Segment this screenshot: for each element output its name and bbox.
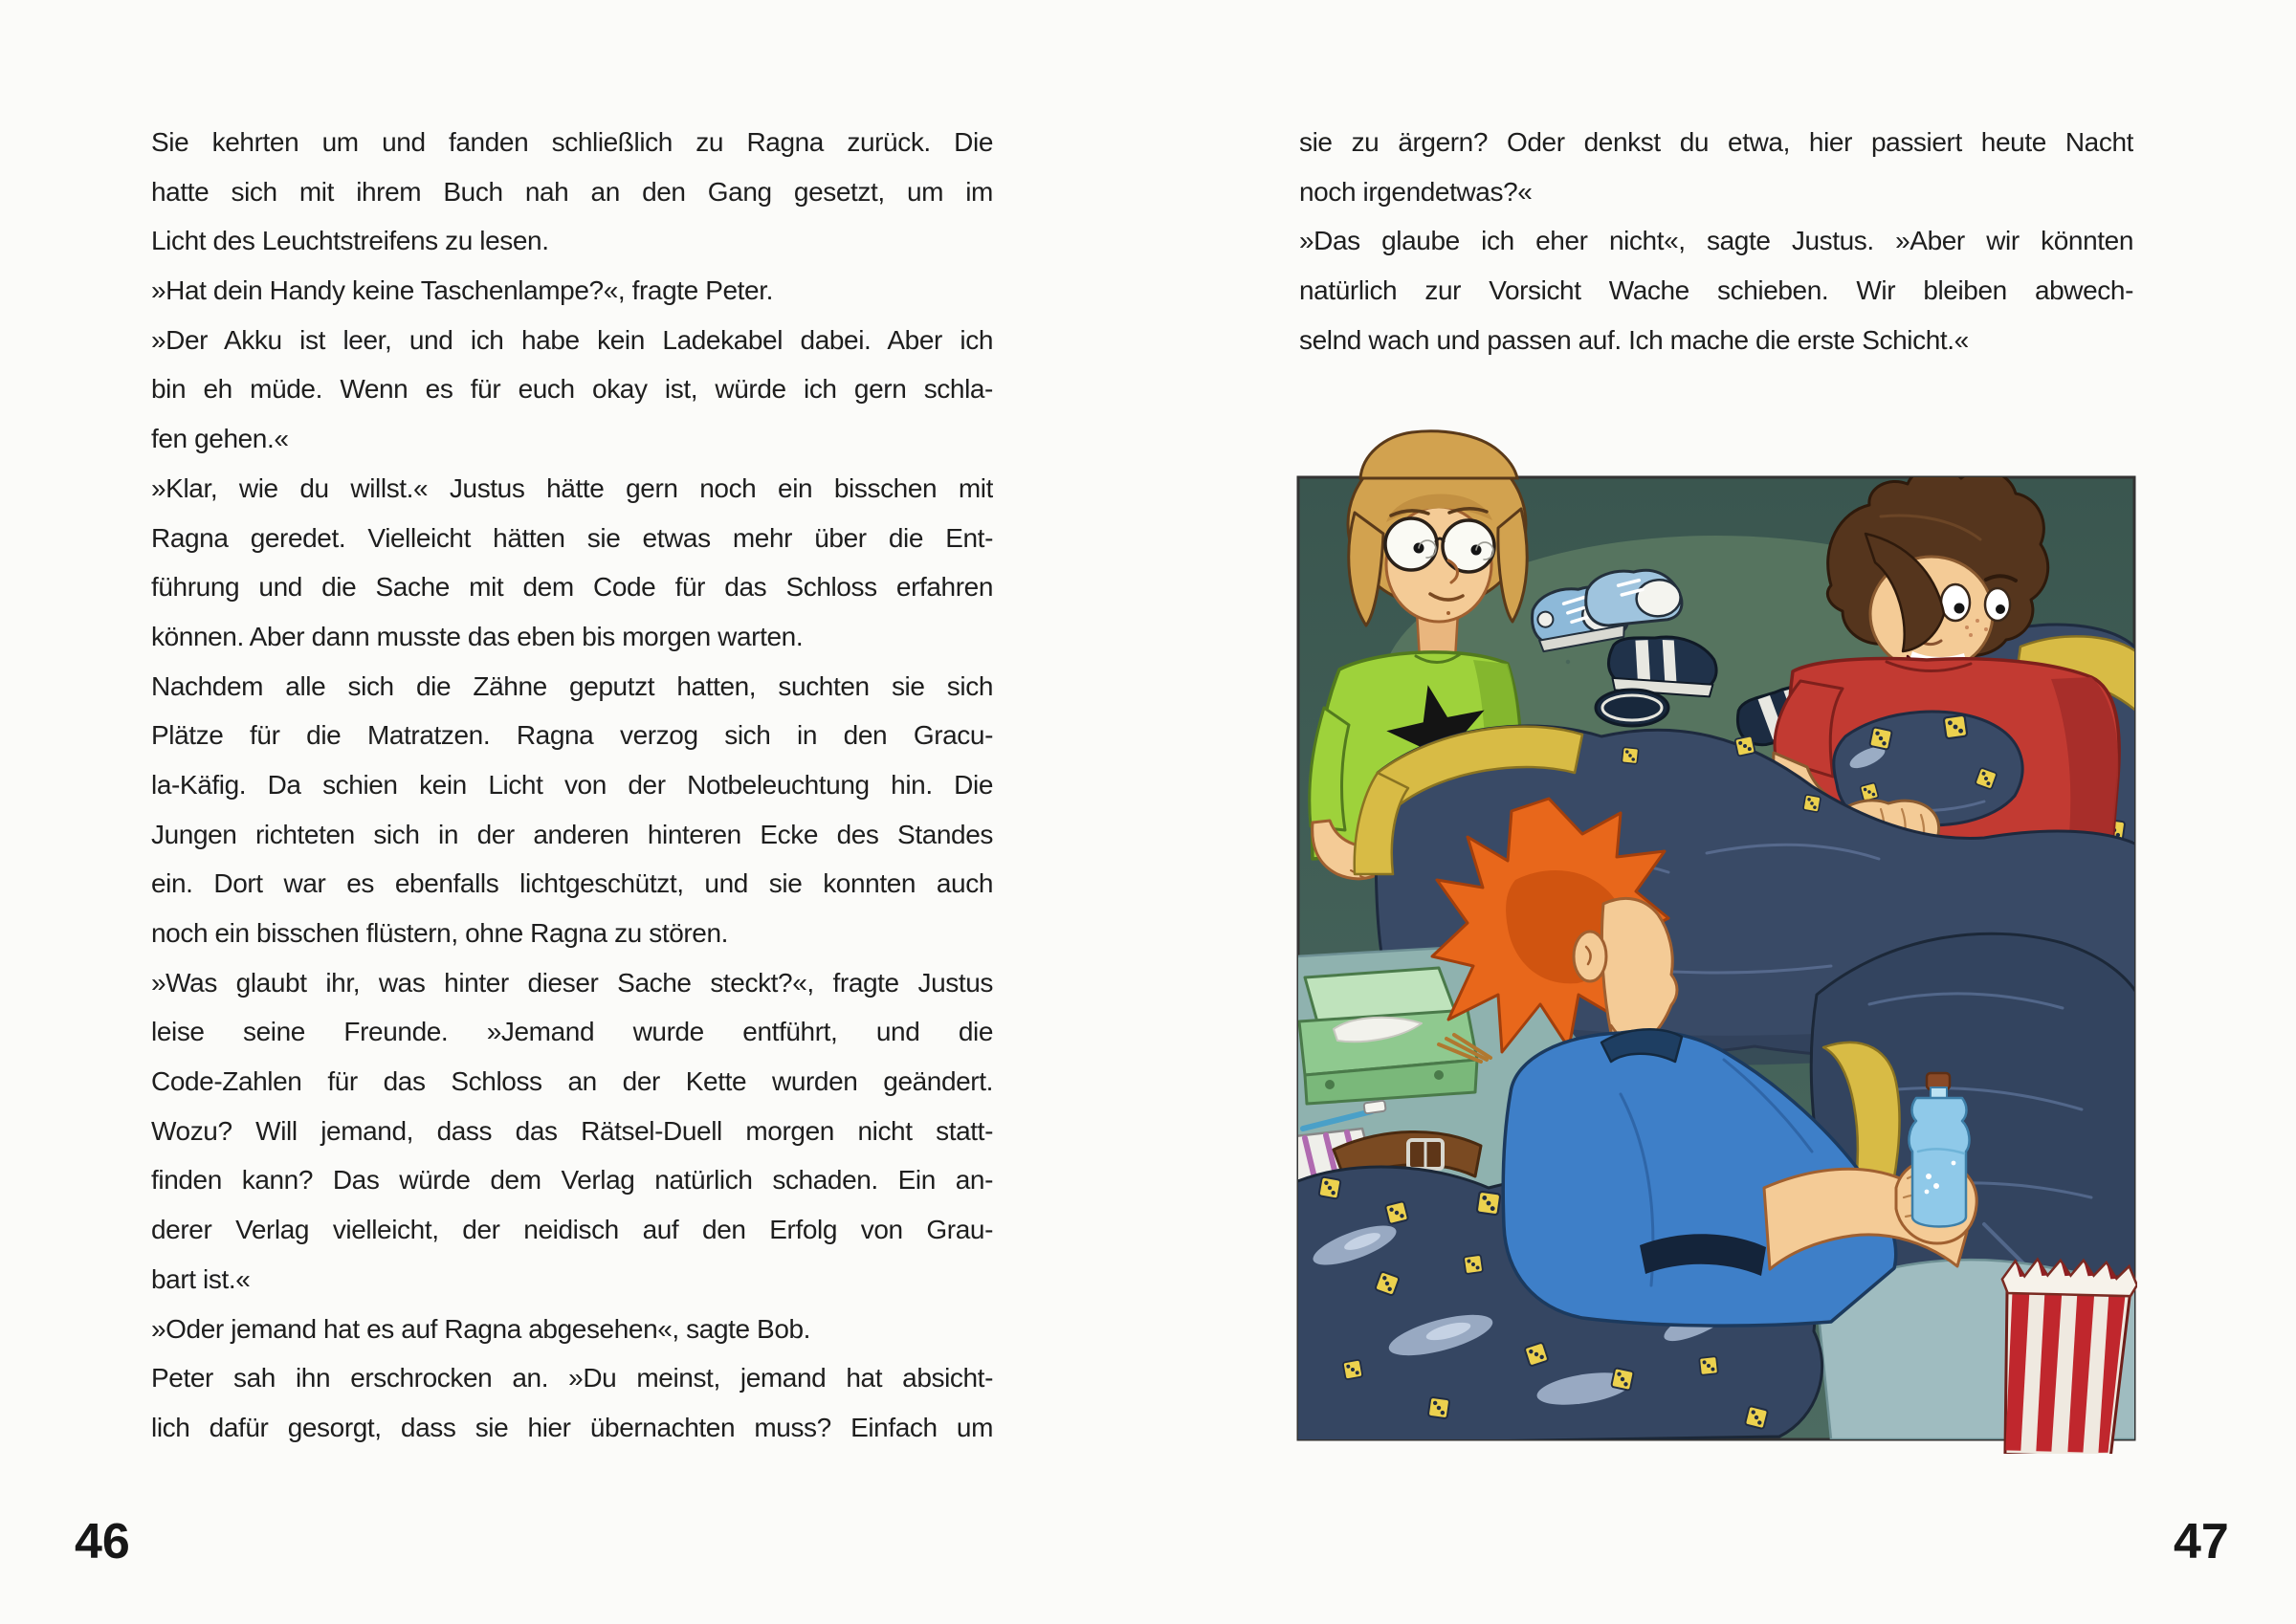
text-line: lich dafür gesorgt, dass sie hier übernachten muss? Einfach um xyxy=(151,1412,993,1442)
story-illustration xyxy=(1295,421,2137,1454)
text-line: sie zu ärgern? Oder denkst du etwa, hier passiert heute Nacht xyxy=(1299,127,2133,157)
text-line: Jungen richteten sich in der anderen hinteren Ecke des Standes xyxy=(151,819,993,849)
text-line: »Der Akku ist leer, und ich habe kein Ladekabel dabei. Aber ich xyxy=(151,324,993,355)
text-line: noch irgendetwas?« xyxy=(1299,176,1533,207)
text-line: »Oder jemand hat es auf Ragna abgesehen«, sagte Bob. xyxy=(151,1313,811,1344)
text-line: Plätze für die Matratzen. Ragna verzog sich in den Gracu- xyxy=(151,720,993,751)
right-page-text xyxy=(1299,118,2133,364)
text-line: »Was glaubt ihr, was hinter dieser Sache steckt?«, fragte Justus xyxy=(151,967,993,998)
text-line: selnd wach und passen auf. Ich mache die erste Schicht.« xyxy=(1299,324,1969,355)
text-line: können. Aber dann musste das eben bis morgen warten. xyxy=(151,621,804,651)
text-line: »Hat dein Handy keine Taschenlampe?«, fragte Peter. xyxy=(151,275,773,306)
text-line: Licht des Leuchtstreifens zu lesen. xyxy=(151,226,549,256)
text-line: Sie kehrten um und fanden schließlich zu Ragna zurück. Die xyxy=(151,127,993,157)
text-line: fen gehen.« xyxy=(151,424,289,454)
text-line: Peter sah ihn erschrocken an. »Du meinst, jemand hat absicht- xyxy=(151,1363,993,1394)
text-line: Ragna geredet. Vielleicht hätten sie etwas mehr über die Ent- xyxy=(151,522,993,553)
text-line: finden kann? Das würde dem Verlag natürlich schaden. Ein an- xyxy=(151,1165,993,1196)
left-page-text xyxy=(151,118,993,1453)
text-line: ein. Dort war es ebenfalls lichtgeschützt, und sie konnten auch xyxy=(151,868,993,899)
hair-above-frame xyxy=(1360,431,1517,478)
text-line: la-Käfig. Da schien kein Licht von der Notbeleuchtung hin. Die xyxy=(151,769,993,800)
text-line: Code-Zahlen für das Schloss an der Kette wurden geändert. xyxy=(151,1066,993,1097)
text-line: bin eh müde. Wenn es für euch okay ist, würde ich gern schla- xyxy=(151,374,993,405)
text-line: führung und die Sache mit dem Code für das Schloss erfahren xyxy=(151,572,993,603)
text-line: »Das glaube ich eher nicht«, sagte Justus. »Aber wir könnten xyxy=(1299,226,2133,256)
text-line: Nachdem alle sich die Zähne geputzt hatten, suchten sie sich xyxy=(151,670,993,701)
text-line: Wozu? Will jemand, dass das Rätsel-Duell morgen nicht statt- xyxy=(151,1115,993,1146)
text-line: natürlich zur Vorsicht Wache schieben. Wir bleiben abwech- xyxy=(1299,275,2133,306)
text-line: noch ein bisschen flüstern, ohne Ragna zu stören. xyxy=(151,918,729,948)
text-line: bart ist.« xyxy=(151,1263,251,1294)
text-line: derer Verlag vielleicht, der neidisch auf den Erfolg von Grau- xyxy=(151,1215,993,1245)
popcorn-box xyxy=(1987,1254,2137,1454)
text-line: leise seine Freunde. »Jemand wurde entführt, und die xyxy=(151,1017,993,1047)
text-line: »Klar, wie du willst.« Justus hätte gern noch ein bisschen mit xyxy=(151,472,993,503)
page-number-left: 46 xyxy=(75,1514,130,1569)
text-line: hatte sich mit ihrem Buch nah an den Gang gesetzt, um im xyxy=(151,176,993,207)
page-number-right: 47 xyxy=(2174,1514,2229,1569)
